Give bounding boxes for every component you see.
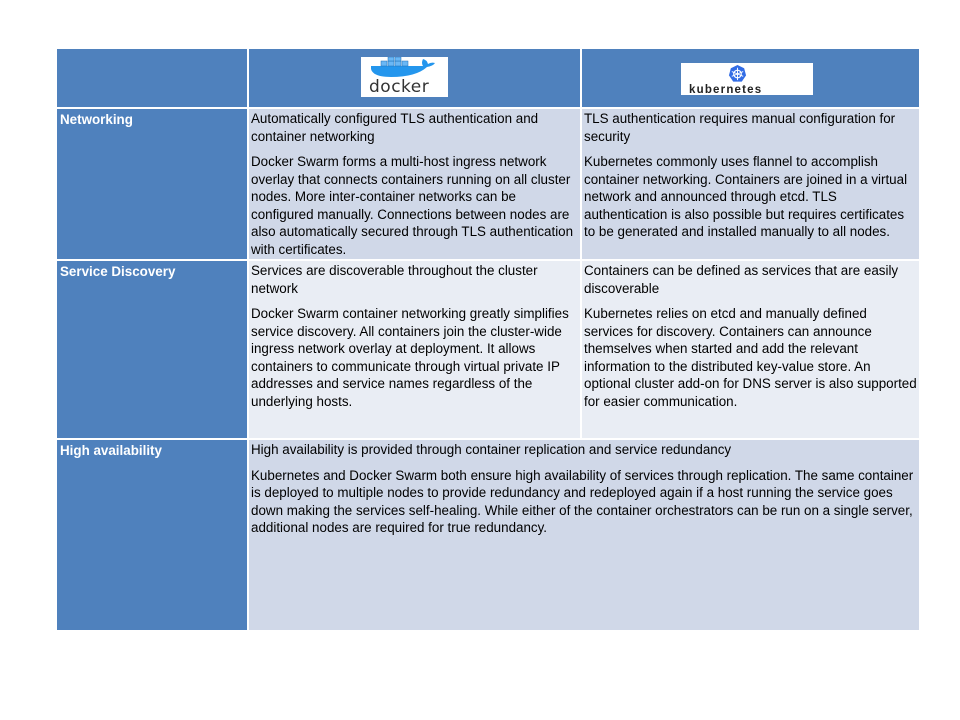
docker-logo-text: docker [369,77,430,97]
networking-docker-detail: Docker Swarm forms a multi-host ingress network overlay that connects containers running on all cluster nodes. More inter-container networks can be configured manually. Connections between nodes are also automatically secured through TLS authentication with certificates. [251,154,574,257]
kubernetes-logo-text: kubernetes [689,84,763,96]
row-label-service-discovery: Service Discovery [56,260,248,439]
row-label-high-availability: High availability [56,439,248,631]
high-availability-detail: Kubernetes and Docker Swarm both ensure high availability of services through replication. The same container is deployed to multiple nodes to provide redundancy and redeployed again if a host running the service goes down making the services self-healing. While either of the container orchestrators can be run on a single server, additional nodes are required for true redundancy. [251,467,914,535]
row-label-networking: Networking [56,108,248,260]
comparison-table [56,48,920,631]
kubernetes-wheel-icon [728,64,747,83]
header-docker-cell [248,48,581,108]
high-availability-summary: High availability is provided through container replication and service redundancy [251,442,732,457]
service-discovery-kubernetes-detail: Kubernetes relies on etcd and manually defined services for discovery. Containers can announce themselves when started and add the relevant information to the distributed key-value store. An optional cluster add-on for DNS server is also supported for easier communication. [584,306,917,409]
kubernetes-logo [681,63,813,95]
service-discovery-kubernetes-cell [581,260,920,439]
networking-kubernetes-summary: TLS authentication requires manual configuration for security [584,111,896,144]
service-discovery-kubernetes-summary: Containers can be defined as services that are easily discoverable [584,263,899,296]
networking-kubernetes-detail: Kubernetes commonly uses flannel to accomplish container networking. Containers are joined in a virtual network and announced through etcd. TLS authentication is also possible but requires certificates to be generated and installed manually to all nodes. [584,154,908,239]
networking-docker-cell [248,108,581,260]
docker-logo [361,57,448,97]
networking-docker-summary: Automatically configured TLS authentication and container networking [251,111,539,144]
header-empty-cell [56,48,248,108]
high-availability-combined-cell [248,439,920,631]
service-discovery-docker-detail: Docker Swarm container networking greatly simplifies service discovery. All containers join the cluster-wide ingress network overlay at deployment. It allows containers to communicate through virtual private IP addresses and service names regardless of the underlying hosts. [251,306,569,409]
service-discovery-docker-summary: Services are discoverable throughout the cluster network [251,263,538,296]
header-kubernetes-cell [581,48,920,108]
service-discovery-docker-cell [248,260,581,439]
networking-kubernetes-cell [581,108,920,260]
